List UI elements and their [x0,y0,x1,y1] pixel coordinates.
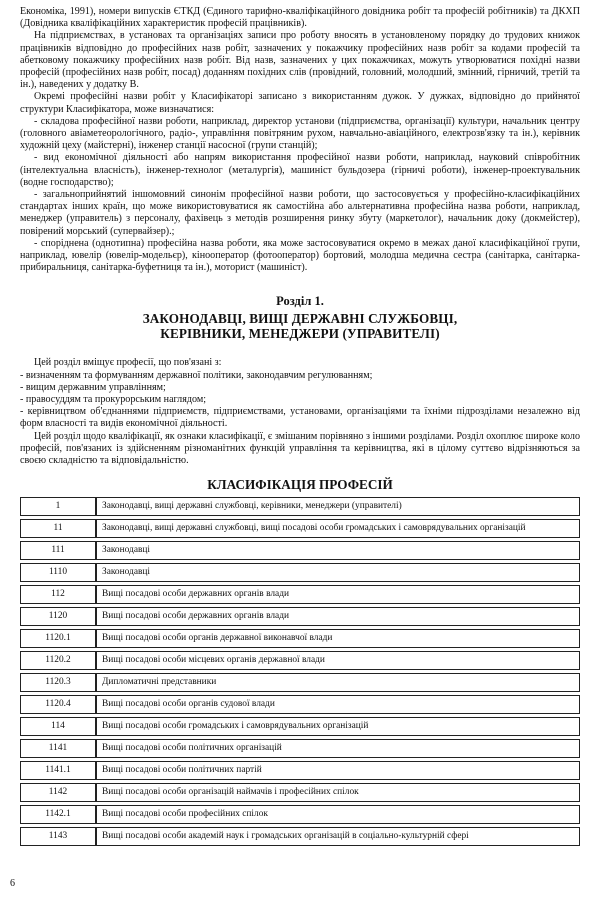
table-row [20,761,580,780]
paragraph: - складова професійної назви роботи, наприклад, директор установи (підприємства, організації) культури, начальник центру (головного авіаметеорологічного, радіо-, управління повітряним рухом, навчально-авіаційного, електрозв'язку та ін.), керівник художній цеху (майстерні), інженер станції насосної (групи станцій); [20,115,580,152]
profession-code: 1141.1 [20,761,96,780]
table-row [20,519,580,538]
paragraph: Цей розділ щодо кваліфікації, як ознаки класифікації, є змішаним порівняно з іншими розділами. Розділ охоплює широке коло професій, пов'язаних із здійсненням різноманітних функцій управління та керівництва, які в цілому суттєво відрізняються за своєю складністю та відповідальністю. [20,430,580,467]
classification-title: КЛАСИФІКАЦІЯ ПРОФЕСІЙ [207,477,393,493]
table-row [20,563,580,582]
table-row [20,607,580,626]
paragraph: - правосуддям та прокурорським наглядом; [20,394,207,406]
profession-code: 1142 [20,783,96,802]
paragraph: - вид економічної діяльності або напрям використання професійної назви роботи, наприклад, науковий співробітник (інтелектуальна власність), інженер-технолог (металургія), машиніст бульдозера (гірничі роботи), інженер-проектувальник (водне господарство); [20,152,580,188]
profession-code: 1 [20,497,96,516]
table-row [20,783,580,802]
profession-code: 1143 [20,827,96,846]
profession-name: Законодавці, вищі державні службовці, керівники, менеджери (управителі) [96,497,580,516]
body-text [20,6,580,274]
profession-code: 1120 [20,607,96,626]
profession-code: 1110 [20,563,96,582]
page-content [20,6,580,849]
table-row [20,629,580,648]
profession-name: Вищі посадові особи державних органів влади [96,607,580,626]
profession-name: Вищі посадові особи професійних спілок [96,805,580,824]
profession-name: Законодавці [96,541,580,560]
profession-name: Вищі посадові особи організацій наймачів і професійних спілок [96,783,580,802]
profession-name: Вищі посадові особи політичних партій [96,761,580,780]
table-row [20,739,580,758]
paragraph: - загальноприйнятий іншомовний синонім професійної назви роботи, що застосовується у професійно-класифікаційних стандартах інших країн, що може використовуватися як самостійна або альтернативна професійна назва роботи, наприклад, менеджер (управитель) з персоналу, фахівець з методів розширення ринку збуту (маркетолог), начальник доку (докмейстер), повірений морський (супервайзер).; [20,189,580,237]
paragraph: - керівництвом об'єднаннями підприємств, підприємствами, установами, організаціями та їхніми підрозділами незалежно від форм власності та видів економічної діяльності. [20,406,580,430]
profession-code: 1120.1 [20,629,96,648]
profession-name: Законодавці [96,563,580,582]
paragraph: Економіка, 1991), номери випусків ЄТКД (Єдиного тарифно-кваліфікаційного довідника робіт та професій робітників) та ДКХП (Довідника кваліфікаційних характеристик професій працівників). [20,6,580,30]
profession-name: Вищі посадові особи громадських і самоврядувальних організацій [96,717,580,736]
paragraph: Окремі професійні назви робіт у Класифікаторі записано з використанням дужок. У дужках, відповідно до прийнятої структури Класифікатора, може визначатися: [20,91,580,115]
paragraph: - визначенням та формуванням державної політики, законодавчим регулюванням; [20,369,373,381]
table-row [20,541,580,560]
section-title-line2: КЕРІВНИКИ, МЕНЕДЖЕРИ (УПРАВИТЕЛІ) [160,326,440,342]
table-row [20,827,580,846]
profession-name: Вищі посадові особи органів державної виконавчої влади [96,629,580,648]
profession-code: 1120.3 [20,673,96,692]
paragraph: - вищим державним управлінням; [20,381,166,393]
profession-code: 1120.4 [20,695,96,714]
profession-code: 1120.2 [20,651,96,670]
table-row [20,695,580,714]
profession-name: Вищі посадові особи державних органів влади [96,585,580,604]
table-row [20,585,580,604]
table-row [20,717,580,736]
profession-name: Вищі посадові особи місцевих органів державної влади [96,651,580,670]
section-number: Розділ 1. [276,294,324,309]
section-title-line1: ЗАКОНОДАВЦІ, ВИЩІ ДЕРЖАВНІ СЛУЖБОВЦІ, [142,311,458,327]
profession-code: 111 [20,541,96,560]
profession-name: Вищі посадові особи органів судової влади [96,695,580,714]
paragraph: На підприємствах, в установах та організаціях записи про роботу вносять в установленому порядку до трудових книжок працівників відповідно до професійних назв робіт, зазначених у покажчику професійних назв робіт за кодами професій та абетковому покажчику професійних назв робіт. Від назв, зазначених у цих покажчиках, можуть утворюватися похідні назви професій (професійних назв робіт, посад) доданням похідних слів (провідний, головний, молодший, змінний, гірничий, третій та ін.), наведених у додатку В. [20,30,580,91]
profession-code: 1142.1 [20,805,96,824]
profession-code: 112 [20,585,96,604]
paragraph: Цей розділ вміщує професії, що пов'язані з: [34,357,222,369]
profession-code: 1141 [20,739,96,758]
table-row [20,805,580,824]
page-number: 6 [10,878,15,889]
profession-name: Вищі посадові особи політичних організацій [96,739,580,758]
paragraph: - споріднена (однотипна) професійна назва роботи, яка може застосовуватися окремо в межах даної класифікаційної групи, наприклад, ювелір (ювелір-модельєр), кінооператор (фотооператор) бортовий, молодша медична сестра (санітарка, санітарка-прибиральниця, санітарка-буфетниця та ін.), моторист (машиніст). [20,237,580,274]
classification-table [20,494,580,849]
table-row [20,497,580,516]
profession-name: Законодавці, вищі державні службовці, вищі посадові особи громадських і самоврядувальних організацій [96,519,580,538]
table-row [20,651,580,670]
profession-code: 11 [20,519,96,538]
table-row [20,673,580,692]
profession-code: 114 [20,717,96,736]
profession-name: Дипломатичні представники [96,673,580,692]
profession-name: Вищі посадові особи академій наук і громадських організацій в соціально-культурній сфері [96,827,580,846]
section-intro [20,357,580,467]
